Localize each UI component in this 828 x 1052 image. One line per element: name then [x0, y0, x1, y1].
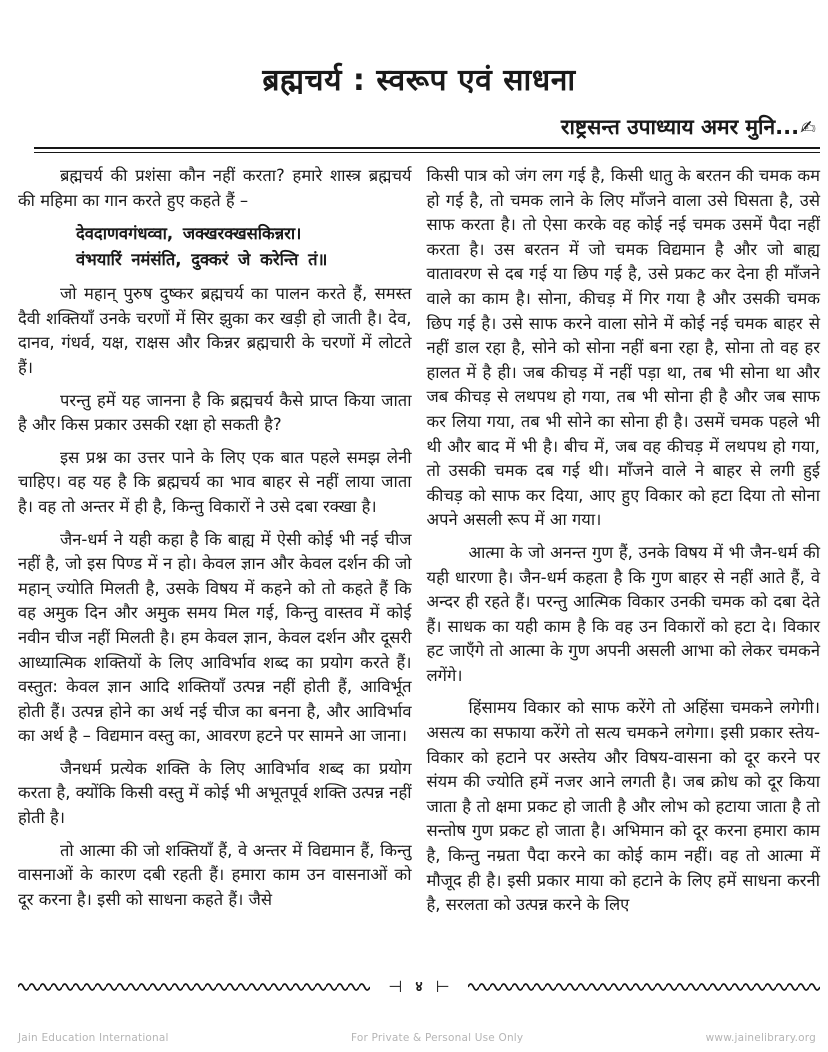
verse-block [76, 221, 412, 272]
writing-hand-icon: ✍ [800, 117, 816, 139]
ornamental-squiggle-right [468, 980, 820, 994]
paragraph: हिंसामय विकार को साफ करेंगे तो अहिंसा चमकने लगेगी। असत्य का सफाया करेंगे तो सत्य चमकने लगेगा। इसी प्रकार स्तेय-विकार को हटाने पर अस्तेय और विषय-वासना को दूर करने पर संयम की ज्योति हमें नजर आने लगती है। जब क्रोध को दूर किया जाता है तो क्षमा प्रकट हो जाती है और लोभ को हटाया जाता है तो सन्तोष गुण प्रकट हो जाता है। अभिमान को दूर करना हमारा काम है, किन्तु नम्रता पैदा करने का कोई काम नहीं। वह तो आत्मा में मौजूद ही है। इसी प्रकार माया को हटाने के लिए हमें साधना करनी है, सरलता को उत्पन्न करने के लिए [426, 698, 820, 915]
right-column [427, 164, 821, 926]
paragraph: जैनधर्म प्रत्येक शक्ति के लिए आविर्भाव शब्द का प्रयोग करता है, क्योंकि किसी वस्तु में कोई भी अभूतपूर्व शक्ति उत्पन्न नहीं होती है। [18, 758, 412, 828]
paragraph: आत्मा के जो अनन्त गुण हैं, उनके विषय में भी जैन-धर्म की यही धारणा है। जैन-धर्म कहता है कि गुण बाहर से नहीं आते हैं, वे अन्दर ही रहते हैं। परन्तु आत्मिक विकार उनकी चमक को दबा देते हैं। साधक का यही काम है कि वह उन विकारों को हटा दे। विकार हट जाएँगे तो आत्मा के गुण अपनी असली आभा को लेकर चमकने लगेंगे। [426, 542, 820, 685]
author-name: राष्ट्रसन्त उपाध्याय अमर मुनि... [560, 115, 800, 139]
paragraph: तो आत्मा की जो शक्तियाँ हैं, वे अन्तर में विद्यमान हैं, किन्तु वासनाओं के कारण दबी रहती हैं। हमारा काम उन वासनाओं को दूर करना है। इसी को साधना कहते हैं। जैसे [18, 840, 412, 909]
footer-left: Jain Education International [18, 1032, 169, 1044]
header-rule [34, 147, 820, 153]
paragraph: जैन-धर्म ने यही कहा है कि बाह्य में ऐसी कोई भी नई चीज नहीं है, जो इस पिण्ड में न हो। केवल ज्ञान और केवल दर्शन की जो महान् ज्योति मिलती है, उसके विषय में कहने को तो कहते हैं कि वह अमुक दिन और अमुक समय मिल गई, किन्तु वास्तव में कोई नवीन चीज नहीं मिलती है। हम केवल ज्ञान, केवल दर्शन और दूसरी आध्यात्मिक शक्तियों के लिए आविर्भाव शब्द का प्रयोग करते हैं। वस्तुत: केवल ज्ञान आदि शक्तियाँ उत्पन्न नहीं होती हैं, आविर्भूत होती हैं। उत्पन्न होने का अर्थ नई चीज का बनना है, और आविर्भाव का अर्थ है – विद्यमान वस्तु का, आवरण हटने पर सामने आ जाना। [18, 529, 412, 746]
verse-line: वंभयारिं नमंसंति, दुक्करं जे करेन्ति तं॥ [76, 249, 328, 269]
library-footer [18, 1032, 816, 1044]
footer-center: For Private & Personal Use Only [350, 1032, 524, 1044]
verse-line: देवदाणवगंधव्वा, जक्खरक्खसकिन्नरा। [76, 224, 302, 244]
page-number-group [388, 977, 450, 996]
body-text [18, 164, 820, 926]
paragraph: ब्रह्मचर्य की प्रशंसा कौन नहीं करता? हमारे शास्त्र ब्रह्मचर्य की महिमा का गान करते हुए कहते हैं – [18, 166, 412, 210]
ornamental-squiggle-left [18, 980, 370, 994]
paragraph: जो महान् पुरुष दुष्कर ब्रह्मचर्य का पालन करते हैं, समस्त दैवी शक्तियाँ उनके चरणों में सिर झुका कर खड़ी हो जाती है। देव, दानव, गंधर्व, यक्ष, राक्षस और किन्नर ब्रह्मचारी के चरणों में लोटते हैं। [18, 284, 412, 377]
footer-right: www.jainelibrary.org [705, 1032, 816, 1044]
left-tack-glyph: ⊣ [388, 977, 403, 996]
right-tack-glyph: ⊢ [435, 977, 450, 996]
paragraph: परन्तु हमें यह जानना है कि ब्रह्मचर्य कैसे प्राप्त किया जाता है और किस प्रकार उसकी रक्षा हो सकती है? [18, 390, 412, 435]
page-number-divider [18, 977, 820, 996]
paragraph: किसी पात्र को जंग लग गई है, किसी धातु के बरतन की चमक कम हो गई है, तो चमक लाने के लिए माँजने वाला उसे घिसता है, उसे साफ करता है। तो ऐसा करके वह कोई नई चमक उसमें पैदा नहीं करता है। उस बरतन में जो चमक विद्यमान है और जो बाह्य वातावरण से दब गई या छिप गई है, उसे प्रकट कर देना ही माँजने वाले का काम है। सोना, कीचड़ में गिर गया है और उसकी चमक छिप गई है। उसे साफ करने वाला सोने में कोई नई चमक बाहर से नहीं डाल रहा है, सोने को सोना नहीं बना रहा है, सोना तो वह हर हालत में है ही। जब कीचड़ में नहीं पड़ा था, तब भी सोना था और जब कीचड़ से लथपथ हो गया, तब भी सोना ही है और जब साफ कर लिया गया, तब भी सोने का सोना ही है। उसमें चमक पहले भी थी और बाद में भी है। बीच में, जब वह कीचड़ में लथपथ हो गया, तो उसकी चमक दब गई थी। माँजने वाले ने बाहर से लगी हुई कीचड़ को साफ कर दिया, आए हुए विकार को हटा दिया तो सोना अपने असली रूप में आ गया। [426, 166, 820, 530]
paragraph: इस प्रश्न का उत्तर पाने के लिए एक बात पहले समझ लेनी चाहिए। वह यह है कि ब्रह्मचर्य का भाव बाहर से नहीं लाया जाता है। वह तो अन्तर में ही है, किन्तु विकारों ने उसे दबा रक्खा है। [18, 447, 412, 516]
page-number: ४ [415, 979, 423, 995]
author-line [18, 113, 820, 141]
left-column [18, 164, 412, 926]
page-title: ब्रह्मचर्य : स्वरूप एवं साधना [262, 63, 576, 98]
